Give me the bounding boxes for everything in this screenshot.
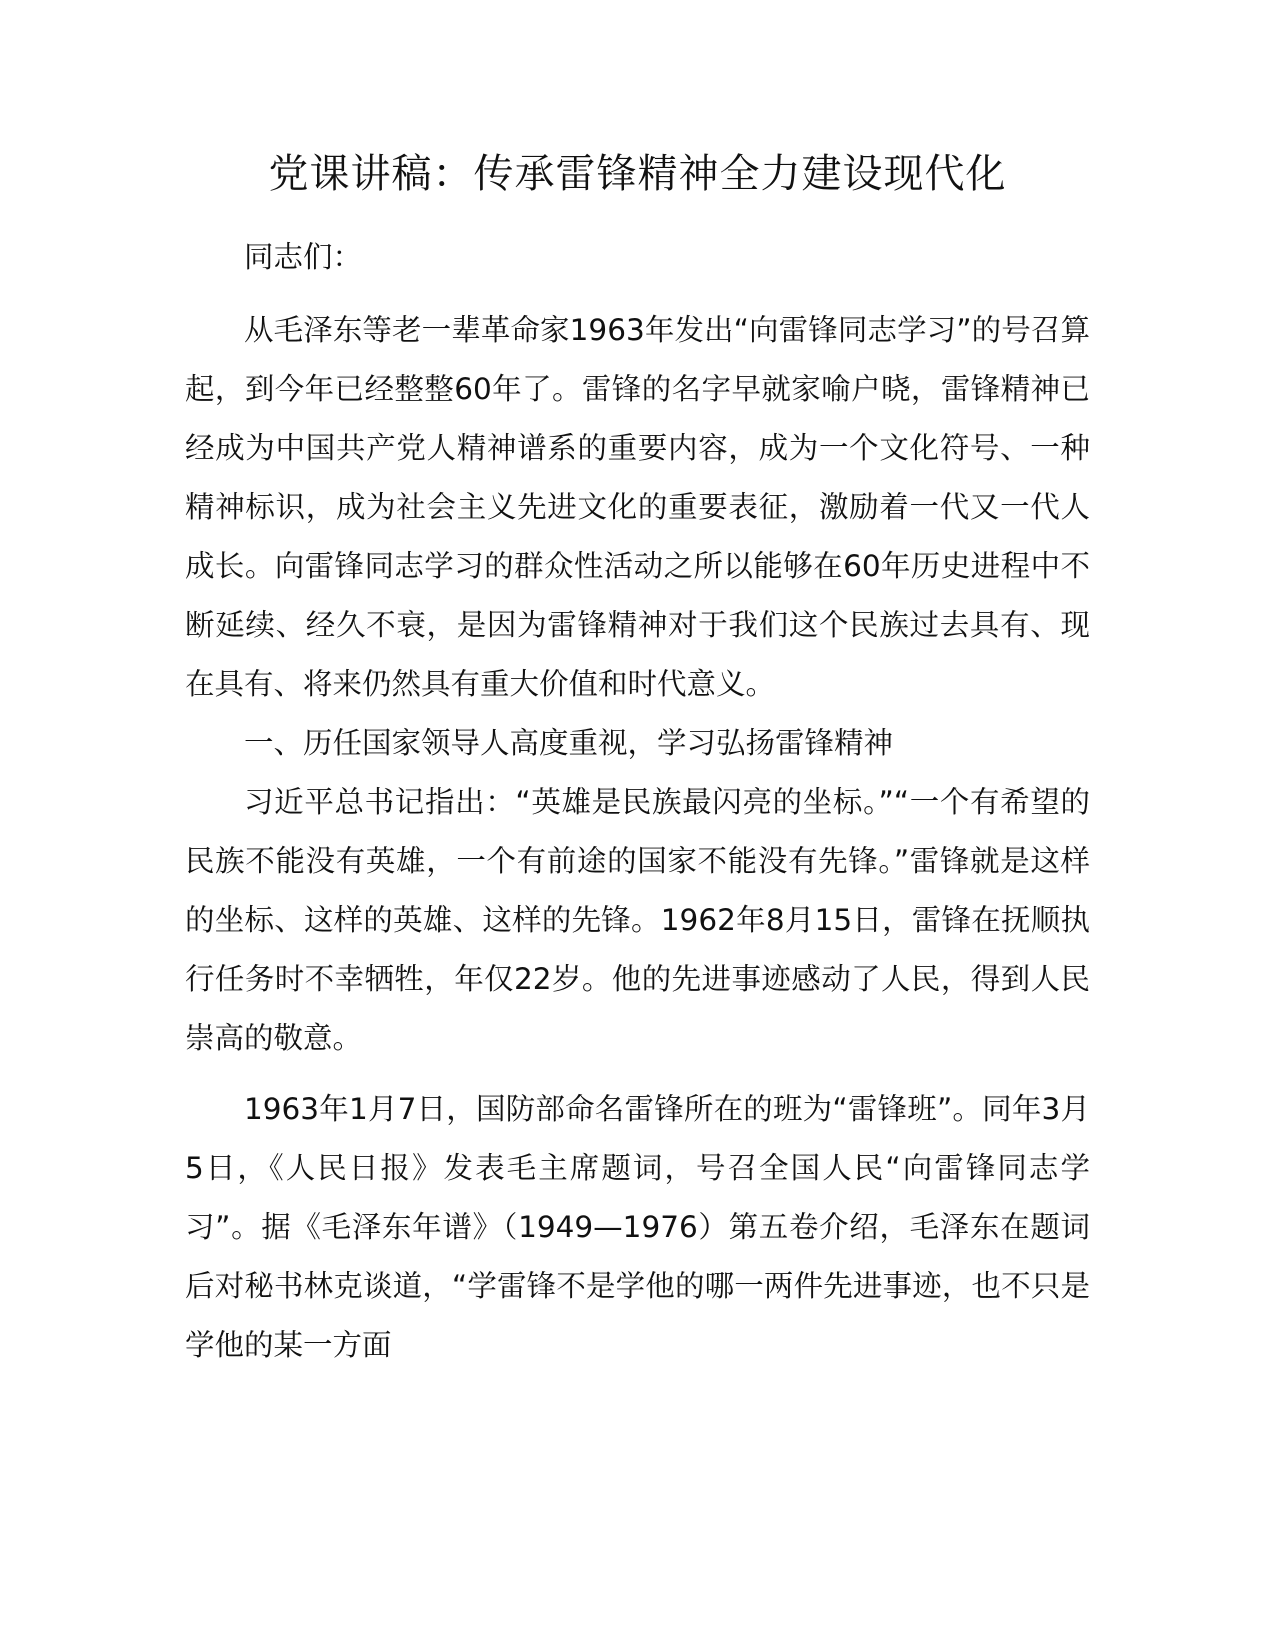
paragraph-heroes: 习近平总书记指出：“英雄是民族最闪亮的坐标。”“一个有希望的民族不能没有英雄，一个有前途的国家不能没有先锋。”雷锋就是这样的坐标、这样的英雄、这样的先锋。1962年8月15日，雷锋在抚顺执行任务时不幸牺牲，年仅22岁。他的先进事迹感动了人民，得到人民崇高的敬意。 xyxy=(185,785,1090,1055)
paragraph-intro: 从毛泽东等老一辈革命家1963年发出“向雷锋同志学习”的号召算起，到今年已经整整60年了。雷锋的名字早就家喻户晓，雷锋精神已经成为中国共产党人精神谱系的重要内容，成为一个文化符号、一种精神标识，成为社会主义先进文化的重要表征，激励着一代又一代人成长。向雷锋同志学习的群众性活动之所以能够在60年历史进程中不断延续、经久不衰，是因为雷锋精神对于我们这个民族过去具有、现在具有、将来仍然具有重大价值和时代意义。 xyxy=(185,313,1090,701)
document-title: 党课讲稿：传承雷锋精神全力建设现代化 xyxy=(268,151,1007,197)
salutation: 同志们： xyxy=(244,240,363,274)
section-heading-1: 一、历任国家领导人高度重视，学习弘扬雷锋精神 xyxy=(244,726,894,760)
document-body xyxy=(185,228,1090,1375)
paragraph-1963: 1963年1月7日，国防部命名雷锋所在的班为“雷锋班”。同年3月5日，《人民日报》发表毛主席题词，号召全国人民“向雷锋同志学习”。据《毛泽东年谱》（1949—1976）第五卷介绍，毛泽东在题词后对秘书林克谈道，“学雷锋不是学他的哪一两件先进事迹，也不只是学他的某一方面 xyxy=(185,1092,1090,1362)
